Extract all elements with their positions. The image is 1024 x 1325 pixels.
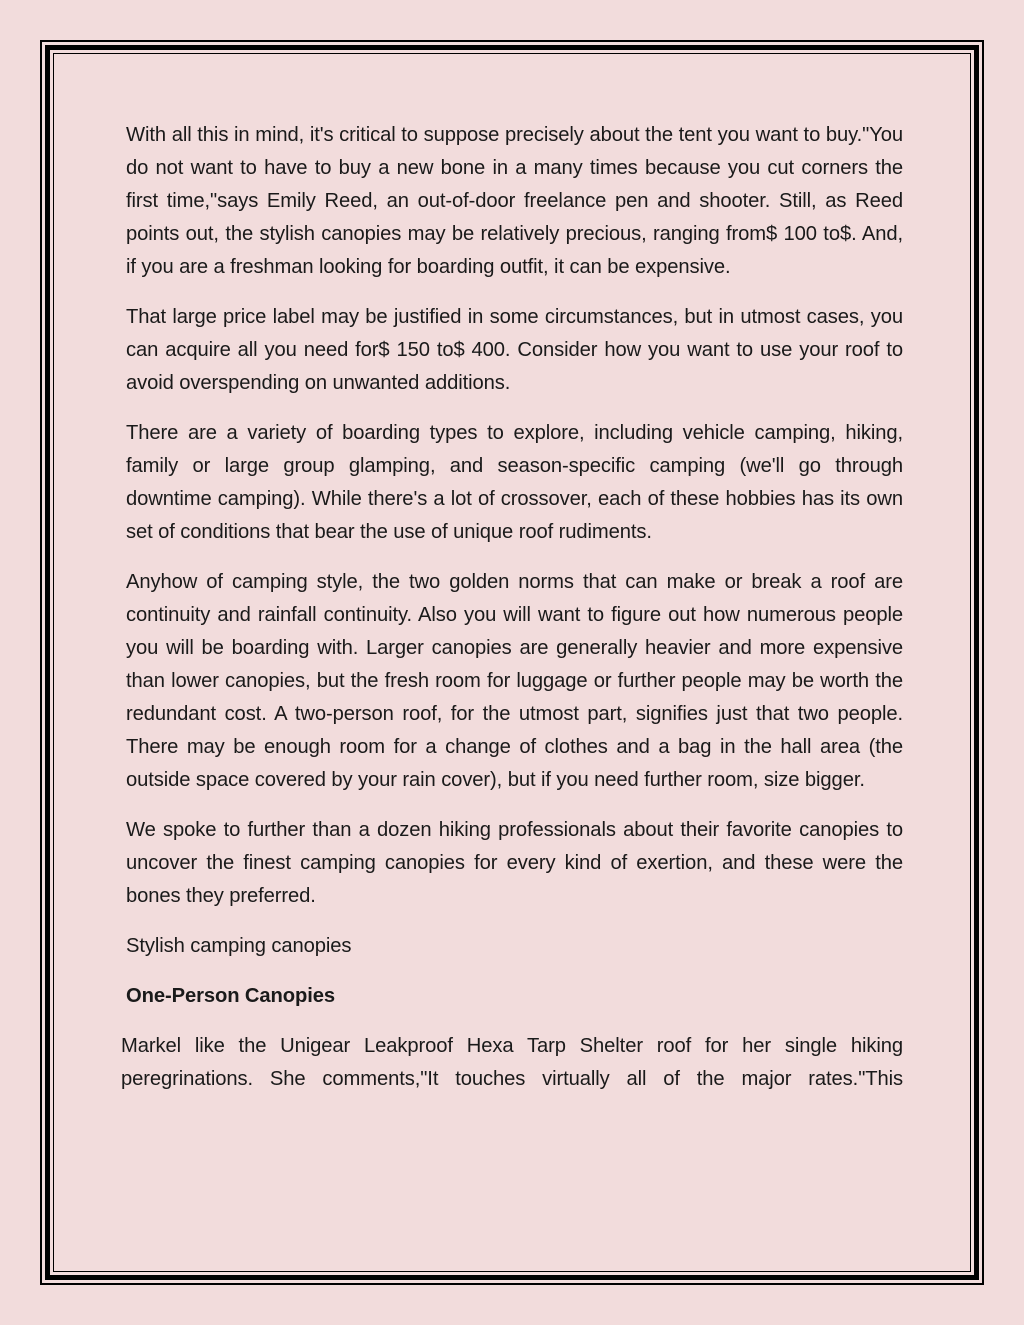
paragraph-boarding-types: There are a variety of boarding types to explore, including vehicle camping, hiking, family or large group glamping, and season-specific camping (we'll go through downtime camping). While there's a lot of crossover, each of these hobbies has its own set of conditions that bear the use of unique roof rudiments.: [126, 422, 903, 543]
paragraph-price-label: That large price label may be justified in some circumstances, but in utmost cases, you can acquire all you need for$ 150 to$ 400. Consider how you want to use your roof to avoid overspending on unwanted additions.: [126, 306, 903, 394]
paragraph-tent-choice: With all this in mind, it's critical to suppose precisely about the tent you want to buy."You do not want to have to buy a new bone in a many times because you cut corners the first time,"says Emily Reed, an out-of-door freelance pen and shooter. Still, as Reed points out, the stylish canopies may be relatively precious, ranging from$ 100 to$. And, if you are a freshman looking for boarding outfit, it can be expensive.: [126, 124, 903, 278]
subheading: Stylish camping canopies: [126, 935, 352, 957]
section-heading: One-Person Canopies: [126, 985, 335, 1007]
document-body: [121, 119, 903, 1096]
paragraph-professionals: We spoke to further than a dozen hiking professionals about their favorite canopies to uncover the finest camping canopies for every kind of exertion, and these were the bones they preferred.: [126, 819, 903, 907]
paragraph-camping-style: Anyhow of camping style, the two golden norms that can make or break a roof are continuity and rainfall continuity. Also you will want to figure out how numerous people you will be boarding with. Larger canopies are generally heavier and more expensive than lower canopies, but the fresh room for luggage or further people may be worth the redundant cost. A two-person roof, for the utmost part, signifies just that two people. There may be enough room for a change of clothes and a bag in the hall area (the outside space covered by your rain cover), but if you need further room, size bigger.: [126, 571, 903, 791]
paragraph-markel: Markel like the Unigear Leakproof Hexa Tarp Shelter roof for her single hiking peregrinations. She comments,"It touches virtually all of the major rates."This: [121, 1035, 903, 1090]
